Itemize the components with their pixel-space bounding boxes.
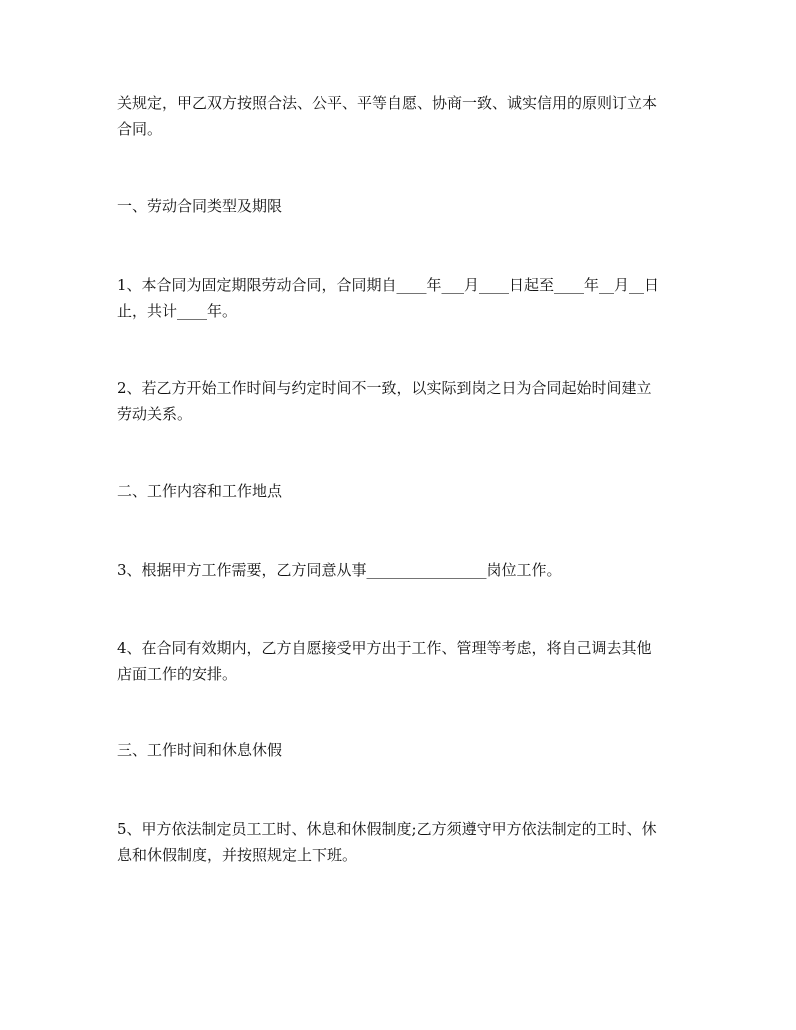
section-heading-1-text: 一、劳动合同类型及期限 — [117, 197, 283, 215]
section-heading-2-text: 二、工作内容和工作地点 — [117, 482, 283, 500]
intro-paragraph — [117, 90, 682, 142]
clause-5-line-1: 5、甲方依法制定员工工时、休息和休假制度;乙方须遵守甲方依法制定的工时、休 — [117, 820, 657, 838]
clause-2-line-2: 劳动关系。 — [117, 405, 193, 423]
clause-5-paragraph — [117, 816, 682, 868]
clause-3-paragraph — [117, 557, 682, 583]
section-heading-3 — [117, 737, 682, 763]
intro-line-1: 关规定，甲乙双方按照合法、公平、平等自愿、协商一致、诚实信用的原则订立本 — [117, 94, 658, 112]
clause-3-line-1: 3、根据甲方工作需要，乙方同意从事________________岗位工作。 — [117, 561, 562, 579]
section-heading-2 — [117, 478, 682, 504]
clause-4-line-1: 4、在合同有效期内，乙方自愿接受甲方出于工作、管理等考虑，将自己调去其他 — [117, 639, 652, 657]
section-heading-1 — [117, 193, 682, 219]
clause-4-paragraph — [117, 635, 682, 687]
clause-2-paragraph — [117, 375, 682, 427]
section-heading-3-text: 三、工作时间和休息休假 — [117, 741, 283, 759]
clause-1-paragraph — [117, 272, 682, 324]
clause-2-line-1: 2、若乙方开始工作时间与约定时间不一致，以实际到岗之日为合同起始时间建立 — [117, 379, 652, 397]
clause-4-line-2: 店面工作的安排。 — [117, 665, 238, 683]
intro-line-2: 合同。 — [117, 120, 163, 138]
clause-1-line-1: 1、本合同为固定期限劳动合同，合同期自____年___月____日起至____年__月__日 — [117, 276, 660, 294]
clause-1-line-2: 止，共计____年。 — [117, 302, 238, 320]
clause-5-line-2: 息和休假制度，并按照规定上下班。 — [117, 846, 358, 864]
